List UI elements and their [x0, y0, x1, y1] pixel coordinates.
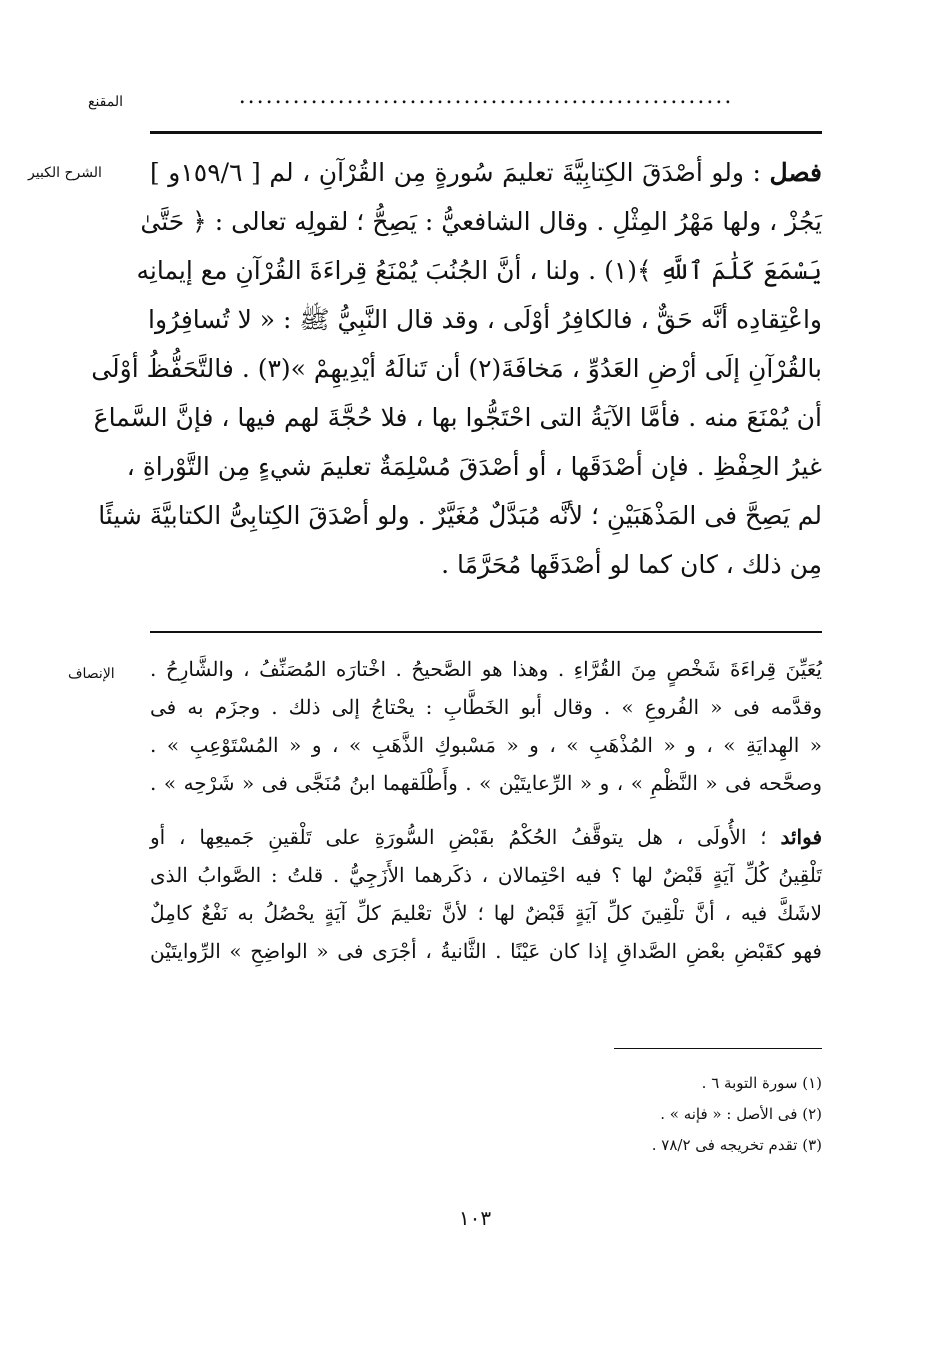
sharh-line: يَجُزْ ، ولها مَهْرُ المِثْلِ . وقال الشافعيُّ : يَصِحُّ ؛ لقولِه تعالى : ﴿ حَتَّىٰ	[140, 207, 822, 236]
insaf-line: وصحَّحه فى « النَّظْمِ » ، و « الرِّعايتَيْن » . وأَطْلَقهما ابنُ مُنَجَّى فى « شَرْحِه » .	[150, 771, 822, 795]
margin-label-insaf: الإنصاف	[68, 666, 115, 682]
paragraph-gap	[150, 802, 822, 818]
sharh-line: غيرُ الحِفْظِ . فإن أصْدَقَها ، أو أصْدَقَ مُسْلِمَةٌ تعليمَ شيءٍ مِن التَّوْراةِ ،	[126, 452, 822, 481]
footnote: (٢) فى الأصل : « فإنه » .	[660, 1105, 822, 1123]
fawaid-first-line-text: ؛ الأُولَى ، هل يتوقَّفُ الحُكْمُ بقَبْضِ السُّورَةِ على تَلْقينِ جَميعِها ، أو	[150, 825, 767, 849]
sharh-line: يَسْمَعَ كَلَٰمَ ٱللَّهِ ﴾(١) . ولنا ، أنَّ الجُنُبَ يُمْنَعُ قِراءَةَ القُرْآنِ مع إيمانِه	[136, 256, 822, 285]
page-number: ١٠٣	[458, 1206, 492, 1230]
insaf-line: يُعَيِّنَ قِراءَةَ شَخْصٍ مِنَ القُرَّاءِ . وهذا هو الصَّحيحُ . اخْتارَه المُصَنِّفُ ، والشَّارِحُ .	[150, 657, 822, 681]
sharh-block	[91, 148, 823, 589]
section-divider	[150, 631, 822, 633]
header-title: المقنع	[88, 94, 124, 110]
insaf-line: تَلْقِينُ كُلِّ آيَةٍ قَبْضٌ لها ؟ فيه احْتِمالان ، ذكَرهما الأَزَجِيُّ . قلتُ : الصَّوابُ الذى	[150, 863, 822, 887]
footnotes	[400, 1068, 822, 1161]
sharh-line: لم يَصِحَّ فى المَذْهَبَيْنِ ؛ لأنَّه مُبَدَّلٌ مُغَيَّرٌ . ولو أصْدَقَ الكِتابِىُّ الكتابيَّةَ شيئًا	[98, 501, 822, 530]
sharh-line: مِن ذلك ، كان كما لو أصْدَقَها مُحَرَّمًا .	[441, 550, 822, 579]
insaf-line: « الهِدايَةِ » ، و « المُذْهَبِ » ، و « مَسْبوكِ الذَّهَبِ » ، و « المُسْتَوْعِبِ » .	[150, 733, 822, 757]
fawaid-lead-word: فوائد	[780, 825, 822, 849]
insaf-line: فهو كقَبْضِ بعْضِ الصَّداقِ إذا كان عَيْنًا . الثَّانيةُ ، أجْرَى فى « الواضِحِ » الرِّوايتَيْن	[150, 939, 822, 963]
header-dot-leader: .......................................................	[238, 84, 734, 109]
insaf-block	[150, 650, 822, 970]
insaf-line: وقدَّمه فى « الفُروعِ » . وقال أبو الخَطَّابِ : يحْتاجُ إلى ذلك . وجزَم به فى	[150, 695, 822, 719]
sharh-line	[150, 148, 822, 197]
margin-label-sharh: الشرح الكبير	[28, 165, 102, 181]
sharh-first-line-text: : ولو أصْدَقَ الكِتابِيَّةَ تعليمَ سُورةٍ مِن القُرْآنِ ، لم [ ١٥٩/٦و ]	[150, 158, 761, 187]
footnote-rule	[614, 1048, 822, 1049]
footnote: (٣) تقدم تخريجه فى ٧٨/٢ .	[651, 1136, 822, 1154]
sharh-lead-word: فصل	[769, 158, 823, 187]
sharh-line: واعْتِقادِه أنَّه حَقٌّ ، فالكافِرُ أوْلَى ، وقد قال النَّبِيُّ ﷺ : « لا تُسافِرُوا	[148, 305, 822, 334]
sharh-line: أن يُمْنَعَ منه . فأمَّا الآيَةُ التى احْتَجُّوا بها ، فلا حُجَّةَ لهم فيها ، فإنَّ السَّماعَ	[93, 403, 822, 432]
footnote: (١) سورة التوبة ٦ .	[701, 1074, 822, 1092]
header-rule	[150, 131, 822, 134]
sharh-line: بالقُرْآنِ إلَى أرْضِ العَدُوِّ ، مَخافَةَ(٢) أن تَنالَهُ أيْدِيهِمْ »(٣) . فالتَّحَفُّظُ أوْلَى	[91, 354, 822, 383]
insaf-line: لاشَكَّ فيه ، أنَّ تلْقِينَ كلِّ آيَةٍ قَبْضٌ لها ؛ لأنَّ تعْليمَ كلِّ آيَةٍ يحْصُلُ به نَفْعٌ كامِلٌ	[150, 901, 822, 925]
insaf-line	[150, 818, 822, 856]
